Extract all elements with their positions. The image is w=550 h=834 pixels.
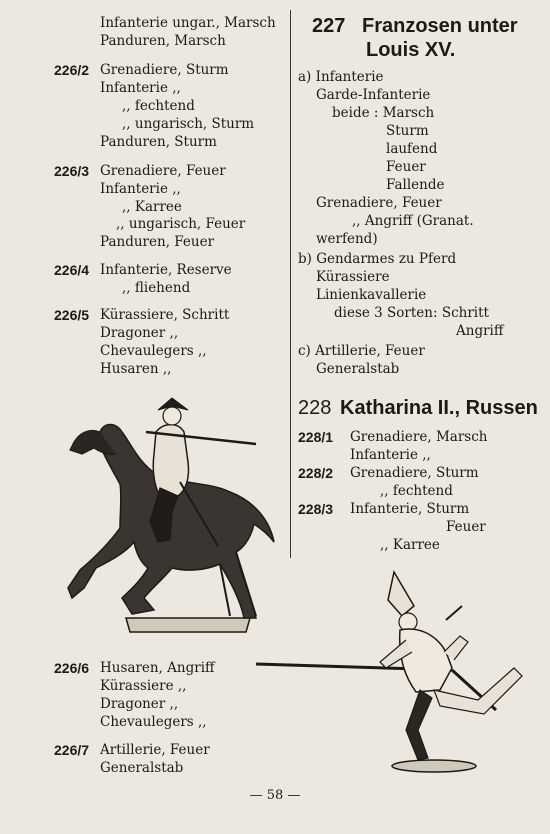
entry-row: Kürassiere, Schritt bbox=[100, 307, 230, 323]
entry-row: Panduren, Feuer bbox=[100, 234, 215, 250]
entry-row: Infanterie, Sturm bbox=[350, 501, 470, 517]
grenadier-attack-illustration bbox=[256, 560, 536, 778]
entry-row: Fallende bbox=[386, 177, 445, 193]
entry-row: Grenadiere, Sturm bbox=[100, 62, 229, 78]
entry-row: ,, fechtend bbox=[380, 483, 453, 499]
entry-number: 228/2 bbox=[298, 465, 334, 481]
section-title: Franzosen unter bbox=[362, 15, 518, 37]
entry-row: ,, Karree bbox=[122, 199, 182, 215]
entry-row: Grenadiere, Feuer bbox=[100, 163, 226, 179]
entry-row: a) Infanterie bbox=[298, 69, 384, 85]
section-title: Louis XV. bbox=[366, 39, 456, 61]
entry-row: diese 3 Sorten: Schritt bbox=[334, 305, 489, 321]
entry-row: laufend bbox=[386, 141, 438, 157]
entry-row: Grenadiere, Sturm bbox=[350, 465, 479, 481]
continuation-line: Panduren, Marsch bbox=[100, 33, 226, 49]
hussar-on-horse-illustration bbox=[60, 392, 285, 640]
entry-row: b) Gendarmes zu Pferd bbox=[298, 251, 457, 267]
entry-row: Infanterie, Reserve bbox=[100, 262, 232, 278]
entry-row: Garde-Infanterie bbox=[316, 87, 431, 103]
column-divider bbox=[290, 10, 291, 558]
entry-number: 226/2 bbox=[54, 62, 90, 78]
page-number: — 58 — bbox=[249, 788, 301, 803]
entry-row: Infanterie ,, bbox=[100, 80, 181, 96]
entry-row: Kürassiere bbox=[316, 269, 390, 285]
section-number: 228 bbox=[298, 397, 332, 419]
entry-row: ,, ungarisch, Sturm bbox=[122, 116, 255, 132]
entry-row: Feuer bbox=[386, 159, 426, 175]
entry-row: Chevaulegers ,, bbox=[100, 714, 207, 730]
entry-row: Grenadiere, Feuer bbox=[316, 195, 442, 211]
entry-number: 228/3 bbox=[298, 501, 334, 517]
entry-row: ,, Karree bbox=[380, 537, 440, 553]
entry-row: Husaren ,, bbox=[100, 361, 172, 377]
entry-row: ,, ungarisch, Feuer bbox=[116, 216, 246, 232]
entry-row: Infanterie ,, bbox=[100, 181, 181, 197]
entry-row: ,, fechtend bbox=[122, 98, 195, 114]
entry-number: 226/3 bbox=[54, 163, 90, 179]
entry-row: Angriff bbox=[456, 323, 504, 339]
entry-row: Husaren, Angriff bbox=[100, 660, 215, 676]
entry-row: Dragoner ,, bbox=[100, 696, 179, 712]
entry-row: Sturm bbox=[386, 123, 429, 139]
entry-row: Infanterie ,, bbox=[350, 447, 431, 463]
entry-row: Generalstab bbox=[100, 760, 184, 776]
entry-row: Panduren, Sturm bbox=[100, 134, 217, 150]
entry-row: werfend) bbox=[316, 231, 378, 247]
entry-row: Artillerie, Feuer bbox=[100, 742, 210, 758]
continuation-line: Infanterie ungar., Marsch bbox=[100, 15, 276, 31]
entry-row: Generalstab bbox=[316, 361, 400, 377]
entry-row: Feuer bbox=[446, 519, 486, 535]
entry-row: Grenadiere, Marsch bbox=[350, 429, 488, 445]
entry-row: Kürassiere ,, bbox=[100, 678, 187, 694]
entry-row: Linienkavallerie bbox=[316, 287, 427, 303]
entry-row: c) Artillerie, Feuer bbox=[298, 343, 425, 359]
entry-row: Chevaulegers ,, bbox=[100, 343, 207, 359]
entry-row: ,, Angriff (Granat. bbox=[352, 213, 474, 229]
section-title: Katharina II., Russen bbox=[340, 397, 538, 419]
entry-row: beide : Marsch bbox=[332, 105, 435, 121]
entry-row: Dragoner ,, bbox=[100, 325, 179, 341]
entry-number: 226/4 bbox=[54, 262, 90, 278]
entry-number: 228/1 bbox=[298, 429, 334, 445]
entry-number: 226/5 bbox=[54, 307, 90, 323]
entry-row: ,, fliehend bbox=[122, 280, 191, 296]
entry-number: 226/7 bbox=[54, 742, 90, 758]
entry-number: 226/6 bbox=[54, 660, 90, 676]
section-number: 227 bbox=[312, 15, 346, 37]
